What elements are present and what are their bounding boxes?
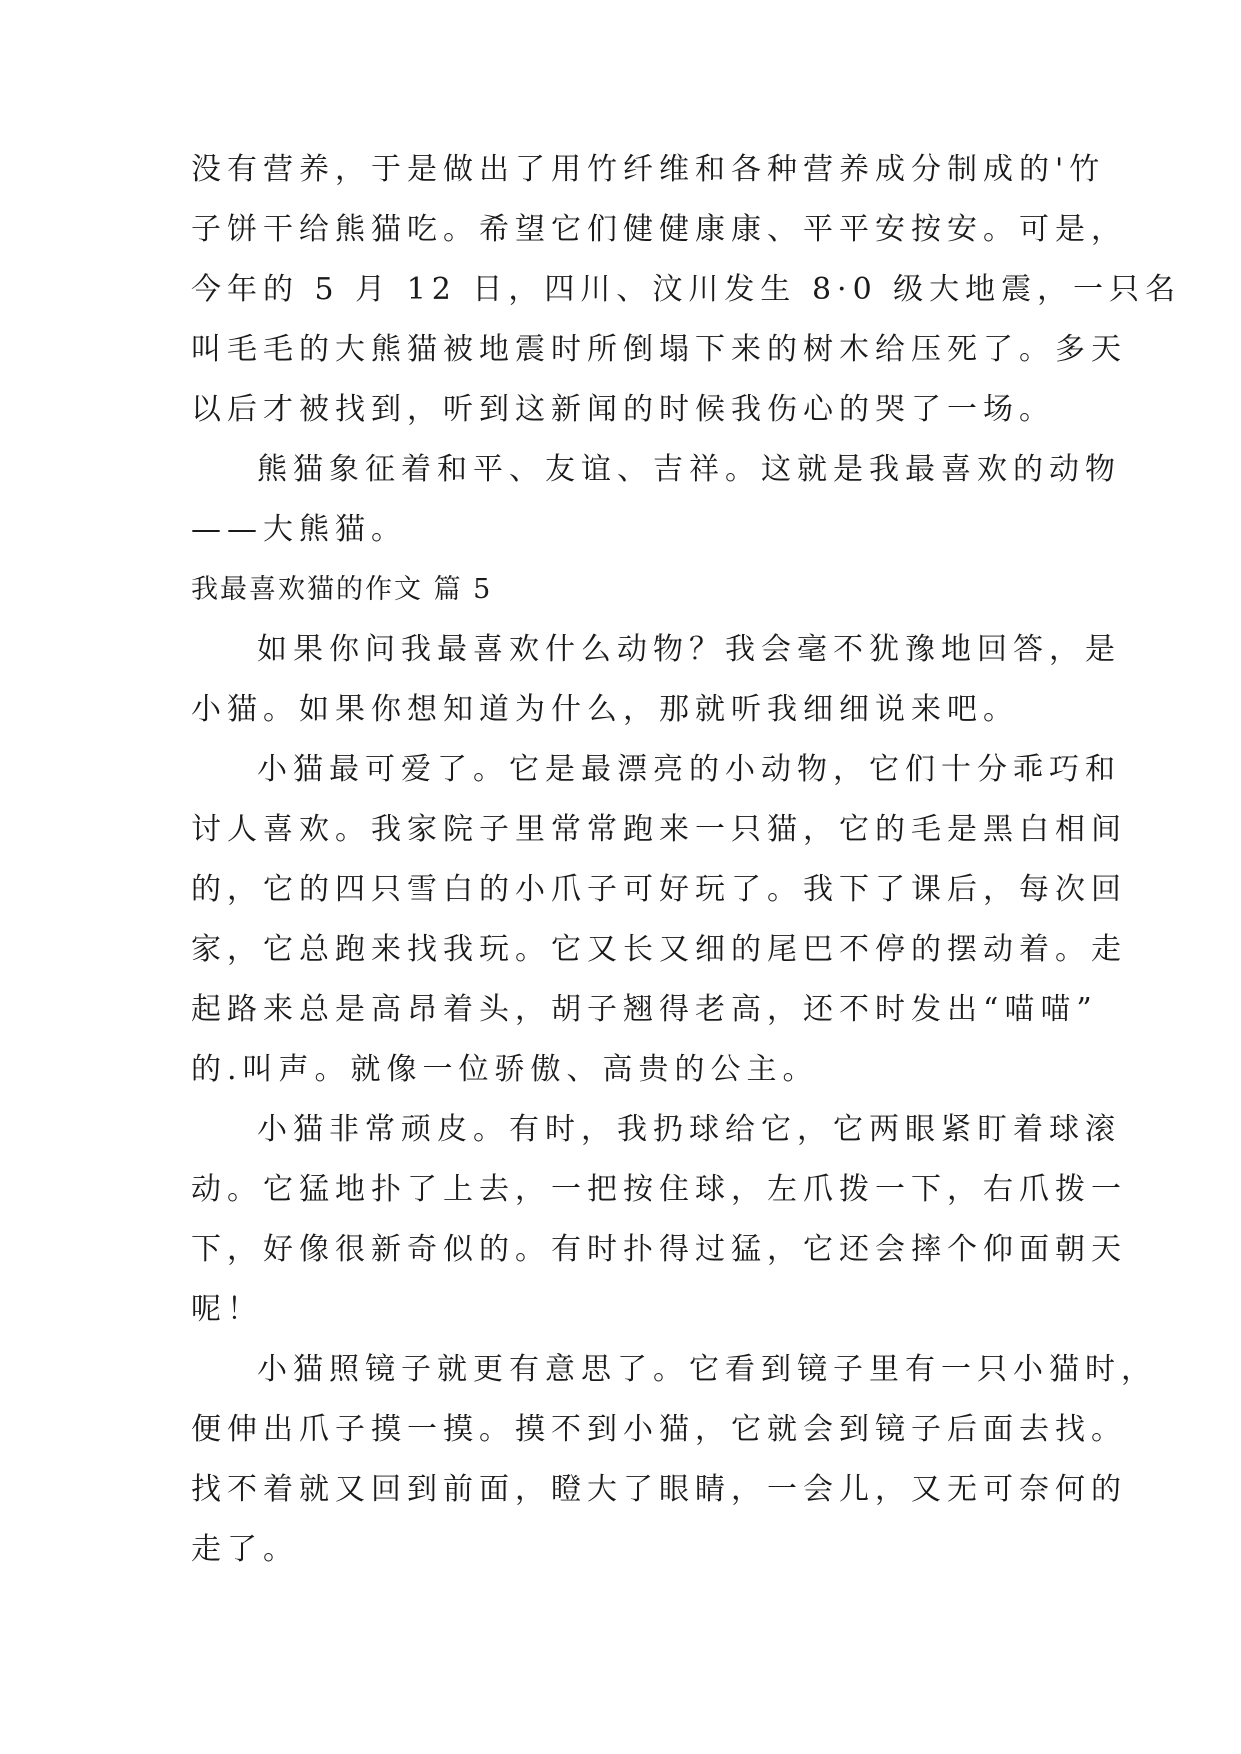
text-line: 的，它的四只雪白的小爪子可好玩了。我下了课后，每次回 — [191, 872, 1127, 907]
paragraph-first-line: 如果你问我最喜欢什么动物？我会毫不犹豫地回答，是 — [257, 632, 1121, 667]
text-line: 下，好像很新奇似的。有时扑得过猛，它还会摔个仰面朝天 — [191, 1232, 1127, 1267]
text-line: 动。它猛地扑了上去，一把按住球，左爪拨一下，右爪拨一 — [191, 1172, 1127, 1207]
text-line: 没有营养，于是做出了用竹纤维和各种营养成分制成的'竹 — [191, 152, 1106, 187]
section-heading: 我最喜欢猫的作文 篇 5 — [191, 574, 493, 605]
text-line: 便伸出爪子摸一摸。摸不到小猫，它就会到镜子后面去找。 — [191, 1412, 1127, 1447]
text-line: 起路来总是高昂着头，胡子翘得老高，还不时发出“喵喵” — [191, 992, 1098, 1027]
document-page — [191, 140, 1182, 1580]
paragraph-first-line: 熊猫象征着和平、友谊、吉祥。这就是我最喜欢的动物 — [257, 452, 1121, 487]
text-line: 小猫。如果你想知道为什么，那就听我细细说来吧。 — [191, 692, 1019, 727]
text-line: 以后才被找到，听到这新闻的时候我伤心的哭了一场。 — [191, 392, 1055, 427]
text-line: 子饼干给熊猫吃。希望它们健健康康、平平安按安。可是， — [191, 212, 1127, 247]
text-line: 呢！ — [191, 1292, 263, 1327]
paragraph-first-line: 小猫照镜子就更有意思了。它看到镜子里有一只小猫时， — [257, 1352, 1157, 1387]
text-line: 叫毛毛的大熊猫被地震时所倒塌下来的树木给压死了。多天 — [191, 332, 1127, 367]
text-line: 今年的 5 月 12 日，四川、汶川发生 8·0 级大地震，一只名 — [191, 272, 1182, 307]
text-line: 家，它总跑来找我玩。它又长又细的尾巴不停的摆动着。走 — [191, 932, 1127, 967]
paragraph-first-line: 小猫非常顽皮。有时，我扔球给它，它两眼紧盯着球滚 — [257, 1112, 1121, 1147]
text-line: 讨人喜欢。我家院子里常常跑来一只猫，它的毛是黑白相间 — [191, 812, 1127, 847]
text-line: 走了。 — [191, 1532, 299, 1567]
text-line: ——大熊猫。 — [191, 512, 407, 547]
paragraph-first-line: 小猫最可爱了。它是最漂亮的小动物，它们十分乖巧和 — [257, 752, 1121, 787]
text-line: 找不着就又回到前面，瞪大了眼睛，一会儿，又无可奈何的 — [191, 1472, 1127, 1507]
text-line: 的.叫声。就像一位骄傲、高贵的公主。 — [191, 1052, 819, 1087]
